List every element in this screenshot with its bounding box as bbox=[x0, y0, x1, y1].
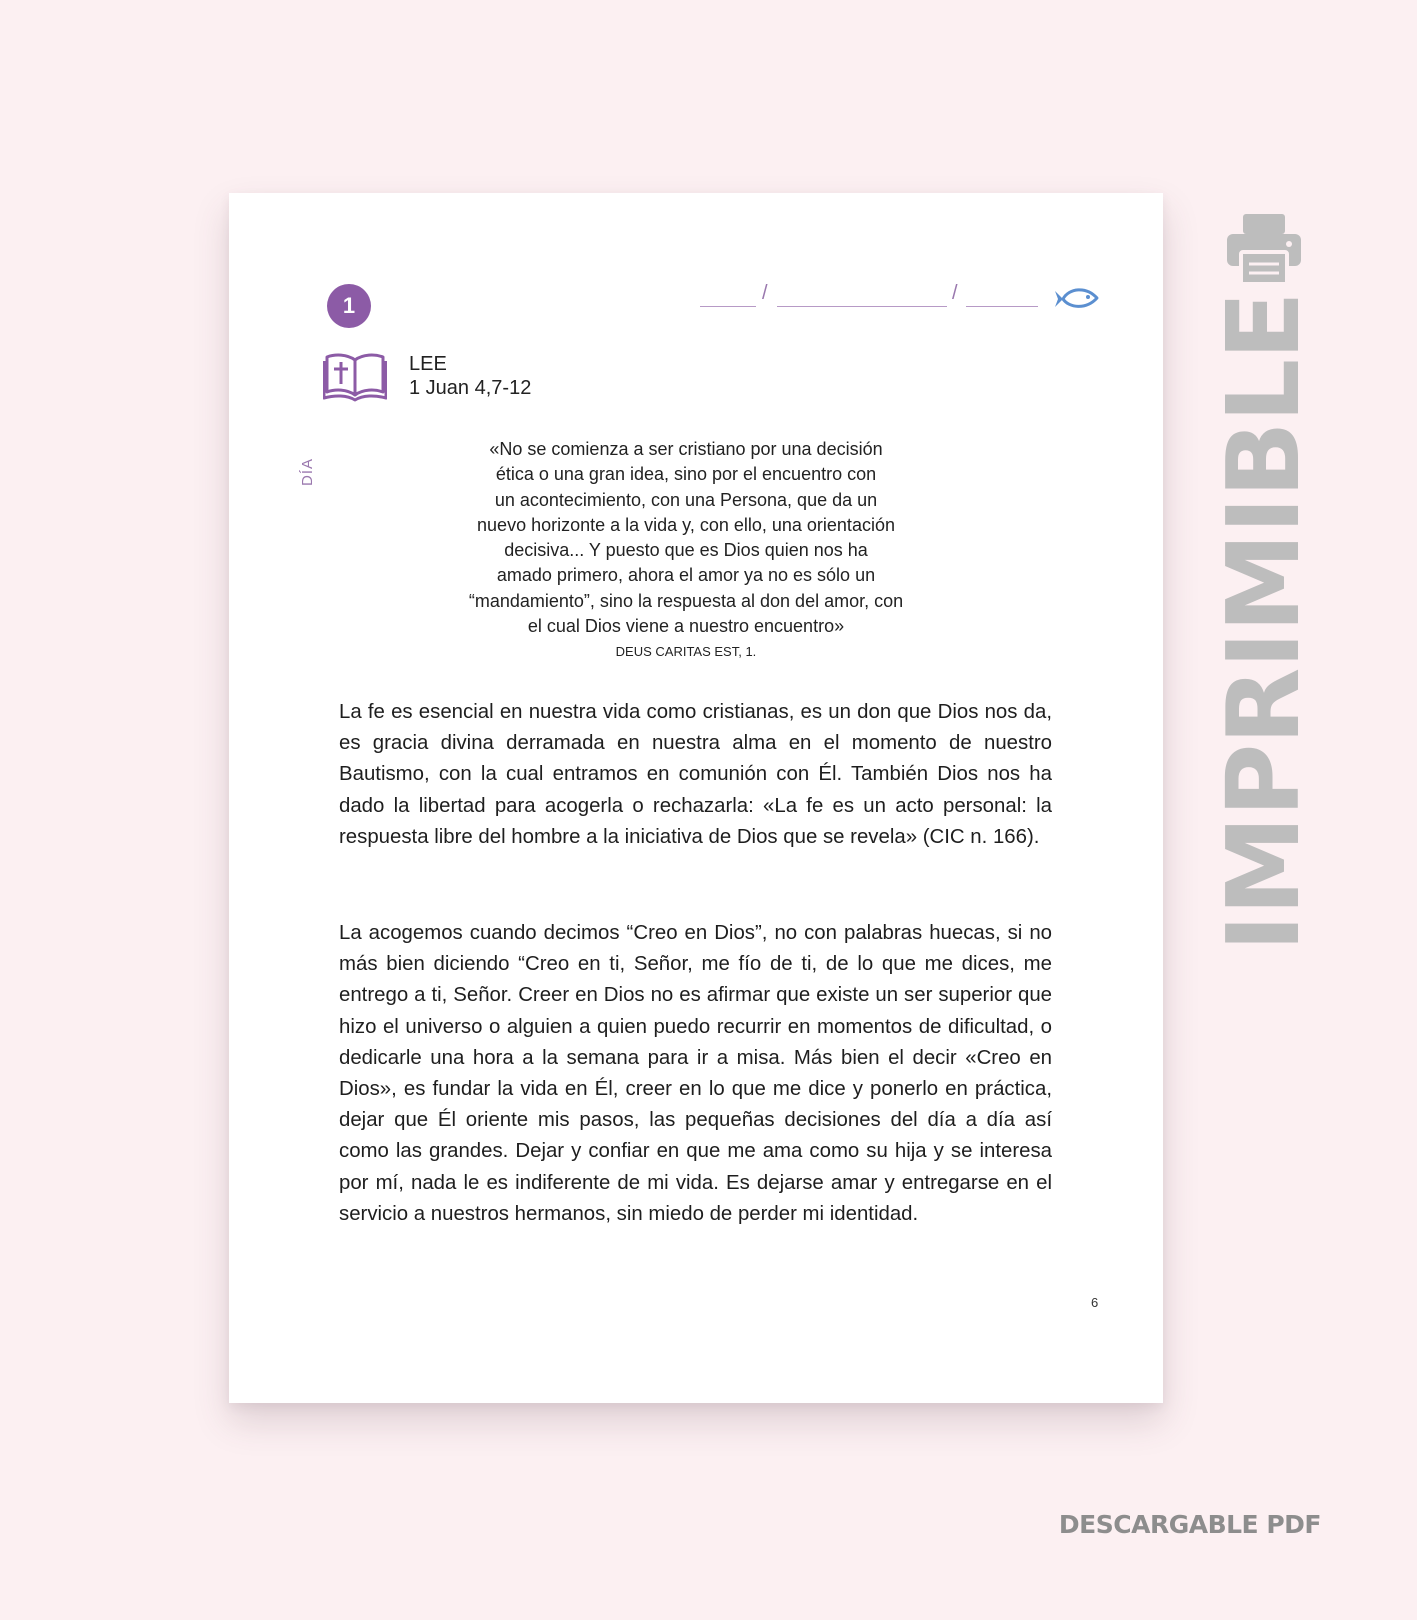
quote-line: el cual Dios viene a nuestro encuentro» bbox=[527, 616, 845, 637]
quote-line: decisiva... Y puesto que es Dios quien nos ha bbox=[504, 540, 868, 561]
quote-line: “mandamiento”, sino la respuesta al don del amor, con bbox=[468, 590, 904, 611]
date-day-line bbox=[700, 306, 756, 307]
quote-source: DEUS CARITAS EST, 1. bbox=[615, 644, 757, 659]
date-separator: / bbox=[762, 282, 768, 304]
printer-icon bbox=[1225, 212, 1303, 286]
day-number-badge: 1 bbox=[327, 284, 371, 328]
body-paragraph: La fe es esencial en nuestra vida como cristianas, es un don que Dios nos da, es gracia divina derramada en nuestra alma en el momento de nuestro Bautismo, con la cual entramos en comunión con Él. También Dios nos ha dado la libertad para acogerla o rechazarla: «La fe es un acto personal: la respuesta libre del hombre a la iniciativa de Dios que se revela» (CIC n. 166). bbox=[339, 701, 1052, 848]
quote-block bbox=[436, 437, 936, 639]
quote-line: un acontecimiento, con una Persona, que da un bbox=[494, 489, 878, 510]
quote-line: ética o una gran idea, sino por el encuentro con bbox=[495, 464, 877, 485]
bible-book-icon bbox=[323, 350, 387, 402]
body-paragraph: La acogemos cuando decimos “Creo en Dios”, no con palabras huecas, si no más bien diciendo “Creo en ti, Señor, me fío de ti, de lo que me dices, me entrego a ti, Señor. Creer en Dios no es afirmar que existe un ser superior que hizo el universo o alguien a quien puedo recurrir en momentos de dificultad, o dedicarle una hora a la semana para ir a misa. Más bien el decir «Creo en Dios», es fundar la vida en Él, creer en lo que me dice y ponerlo en práctica, dejar que Él oriente mis pasos, las pequeñas decisiones del día a día así como las grandes. Dejar y confiar en que me ama como su hija y se interesa por mí, nada le es indiferente de mi vida. Es dejarse amar y entregarse en el servicio a nuestros hermanos, sin miedo de perder mi identidad. bbox=[339, 922, 1052, 1225]
fish-icon bbox=[1053, 281, 1101, 317]
downloadable-pdf-label: DESCARGABLE PDF bbox=[1058, 1510, 1321, 1539]
date-month-line bbox=[777, 306, 947, 307]
read-section-title: LEE bbox=[409, 353, 447, 375]
quote-line: «No se comienza a ser cristiano por una decisión bbox=[489, 439, 883, 459]
page-number: 6 bbox=[1091, 1295, 1099, 1310]
printable-label: IMPRIMIBLE bbox=[1205, 292, 1322, 952]
date-separator: / bbox=[952, 282, 958, 304]
document-page bbox=[229, 193, 1163, 1403]
day-label: DÍA bbox=[299, 457, 316, 486]
quote-line: amado primero, ahora el amor ya no es sólo un bbox=[496, 565, 876, 586]
scripture-reference: 1 Juan 4,7-12 bbox=[409, 377, 532, 399]
quote-line: nuevo horizonte a la vida y, con ello, una orientación bbox=[477, 514, 895, 535]
date-year-line bbox=[966, 306, 1038, 307]
